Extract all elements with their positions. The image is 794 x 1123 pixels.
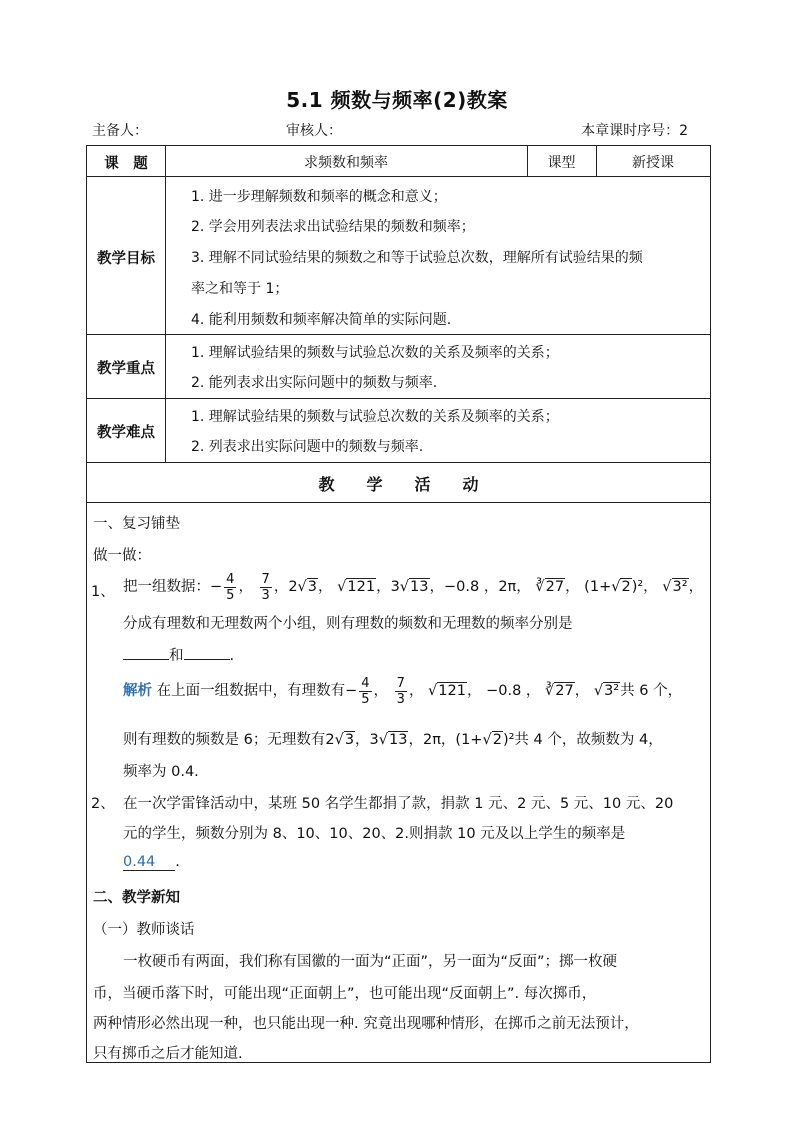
row-divider: [87, 334, 710, 335]
answer-blank[interactable]: [184, 647, 230, 660]
type-value: 新授课: [632, 155, 674, 171]
q2-answer-line: 0.44 .: [123, 854, 180, 870]
q2-number: 2、: [91, 796, 115, 812]
q1-line2: 分成有理数和无理数两个小组，则有理数的频数和无理数的频率分别是: [123, 616, 573, 632]
reviewer-label: 审核人：: [286, 123, 342, 139]
lesson-plan-table: [86, 145, 711, 1063]
q1-prefix: 把一组数据：: [123, 579, 210, 595]
q2-line2: 元的学生，频数分别为 8、10、10、20、2.则捐款 10 元及以上学生的频率是: [123, 826, 626, 842]
objective-item: 1. 进一步理解频数和频率的概念和意义；: [191, 189, 447, 205]
analysis-text1-end: 共 6 个，: [620, 683, 683, 699]
section1-sub: 做一做：: [93, 548, 151, 564]
topic-label: 课 题: [104, 156, 148, 172]
objectives-label: 教学目标: [97, 251, 155, 267]
analysis-expression2: 2√3，3√13，2π，(1+√2)²: [325, 732, 515, 748]
lesson-number: 本章课时序号：2: [581, 123, 688, 139]
difficulty-item: 2. 列表求出实际问题中的频数与频率.: [191, 439, 424, 455]
key-point-item: 1. 理解试验结果的频数与试验总次数的关系及频率的关系；: [191, 345, 559, 361]
difficulty-item: 1. 理解试验结果的频数与试验总次数的关系及频率的关系；: [191, 409, 559, 425]
objective-item: 2. 学会用列表法求出试验结果的频数和频率；: [191, 219, 475, 235]
objective-item: 3. 理解不同试验结果的频数之和等于试验总次数，理解所有试验结果的频: [191, 250, 643, 266]
topic-value: 求频数和频率: [304, 155, 388, 171]
objective-item: 4. 能利用频数和频率解决简单的实际问题.: [191, 312, 452, 328]
analysis-expression1: − $\frac{4}{5}$ ， $\frac{7}{3}$ ， √121， −0.8 ， ∛27， √3²: [345, 675, 620, 707]
activity-heading: 教 学 活 动: [318, 475, 479, 494]
q2-answer: 0.44: [123, 854, 175, 871]
page-title: 5.1 频数与频率(2)教案: [286, 88, 508, 112]
answer-blank[interactable]: [123, 647, 169, 660]
row-divider: [87, 462, 710, 463]
q1-data-line: [123, 568, 703, 606]
preparer-label: 主备人：: [92, 123, 148, 139]
q1-blanks: 和 .: [123, 644, 234, 665]
key-point-item: 2. 能列表求出实际问题中的频数与频率.: [191, 375, 438, 391]
row-divider: [87, 398, 710, 399]
analysis-line2: [123, 728, 663, 749]
section2-paragraph-line: 一枚硬币有两面，我们称有国徽的一面为“正面”，另一面为“反面”；掷一枚硬: [123, 954, 618, 970]
q2-line1: 在一次学雷锋活动中，某班 50 名学生都捐了款，捐款 1 元、2 元、5 元、10 元、20: [123, 796, 674, 812]
section1-title: 一、复习铺垫: [93, 516, 180, 532]
analysis-line3: 频率为 0.4.: [123, 764, 199, 780]
analysis-line1: [123, 672, 682, 710]
section2-title: 二、教学新知: [93, 890, 180, 906]
analysis-text2: 则有理数的频数是 6；无理数有: [123, 732, 326, 748]
column-divider: [165, 146, 166, 462]
analysis-label: 解析: [123, 683, 152, 699]
analysis-text2-end: 共 4 个，故频数为 4，: [514, 732, 663, 748]
section2-paragraph-line: 只有掷币之后才能知道.: [93, 1046, 243, 1062]
analysis-text1: 在上面一组数据中，有理数有: [156, 683, 346, 699]
section2-paragraph-line: 币，当硬币落下时，可能出现“正面朝上”，也可能出现“反面朝上”. 每次掷币，: [93, 986, 597, 1002]
key-points-label: 教学重点: [97, 361, 155, 377]
section2-sub: （一）教师谈话: [93, 922, 195, 938]
row-divider: [87, 502, 710, 503]
q1-number: 1、: [91, 584, 115, 600]
q1-expression: − $\frac{4}{5}$ ， $\frac{7}{3}$ ，2√3， √121，3√13，−0.8 ，2π， ∛27， (1+√2)²， √3²，: [210, 571, 704, 603]
section2-paragraph-line: 两种情形必然出现一种，也只能出现一种. 究竟出现哪种情形，在掷币之前无法预计，: [93, 1016, 639, 1032]
row-divider: [87, 176, 710, 177]
type-label: 课型: [547, 155, 576, 171]
difficulties-label: 教学难点: [97, 425, 155, 441]
objective-item: 率之和等于 1；: [191, 281, 289, 297]
q1-and: 和: [169, 648, 184, 664]
